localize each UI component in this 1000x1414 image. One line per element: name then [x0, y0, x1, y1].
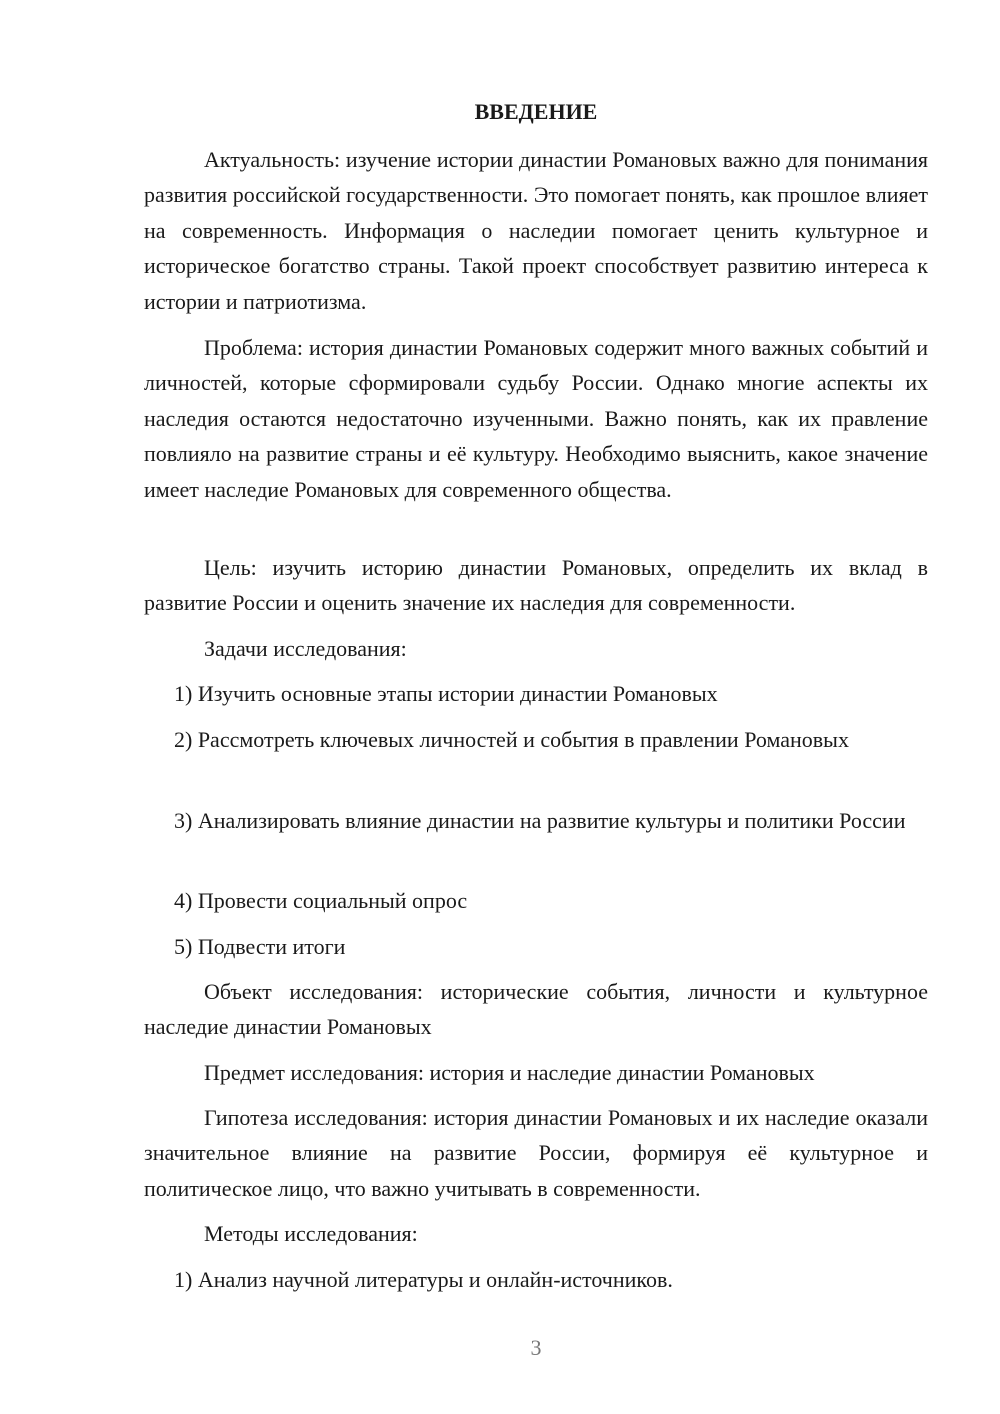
- paragraph-problem: Проблема: история династии Романовых содержит много важных событий и личностей, которые сформировали судьбу России. Однако многие аспекты их наследия остаются недостаточно изученными. Важно понять, как их правление повлияло на развитие страны и её культуру. Необходимо выяснить, какое значение имеет наследие Романовых для современного общества.: [144, 335, 928, 502]
- method-item-1: 1) Анализ научной литературы и онлайн-источников.: [174, 1267, 673, 1292]
- section-title: ВВЕДЕНИЕ: [474, 99, 598, 124]
- paragraph-goal: Цель: изучить историю династии Романовых, определить их вклад в развитие России и оценить значение их наследия для современности.: [144, 555, 928, 616]
- paragraph-object: Объект исследования: исторические события, личности и культурное наследие династии Романовых: [144, 979, 928, 1040]
- paragraph-subject: Предмет исследования: история и наследие династии Романовых: [204, 1060, 815, 1085]
- task-item-3: 3) Анализировать влияние династии на развитие культуры и политики России: [174, 808, 906, 833]
- task-item-2: 2) Рассмотреть ключевых личностей и события в правлении Романовых: [174, 727, 849, 752]
- tasks-heading: Задачи исследования:: [204, 636, 407, 661]
- paragraph-hypothesis: Гипотеза исследования: история династии Романовых и их наследие оказали значительное влияние на развитие России, формируя её культурное и политическое лицо, что важно учитывать в современности.: [144, 1105, 928, 1201]
- task-item-1: 1) Изучить основные этапы истории династии Романовых: [174, 681, 718, 706]
- task-item-5: 5) Подвести итоги: [174, 934, 346, 959]
- methods-heading: Методы исследования:: [204, 1221, 418, 1246]
- task-item-4: 4) Провести социальный опрос: [174, 888, 468, 913]
- page-number: 3: [530, 1335, 542, 1360]
- paragraph-actuality: Актуальность: изучение истории династии Романовых важно для понимания развития российской государственности. Это помогает понять, как прошлое влияет на современность. Информация о наследии помогает ценить культурное и историческое богатство страны. Такой проект способствует развитию интереса к истории и патриотизма.: [144, 147, 928, 314]
